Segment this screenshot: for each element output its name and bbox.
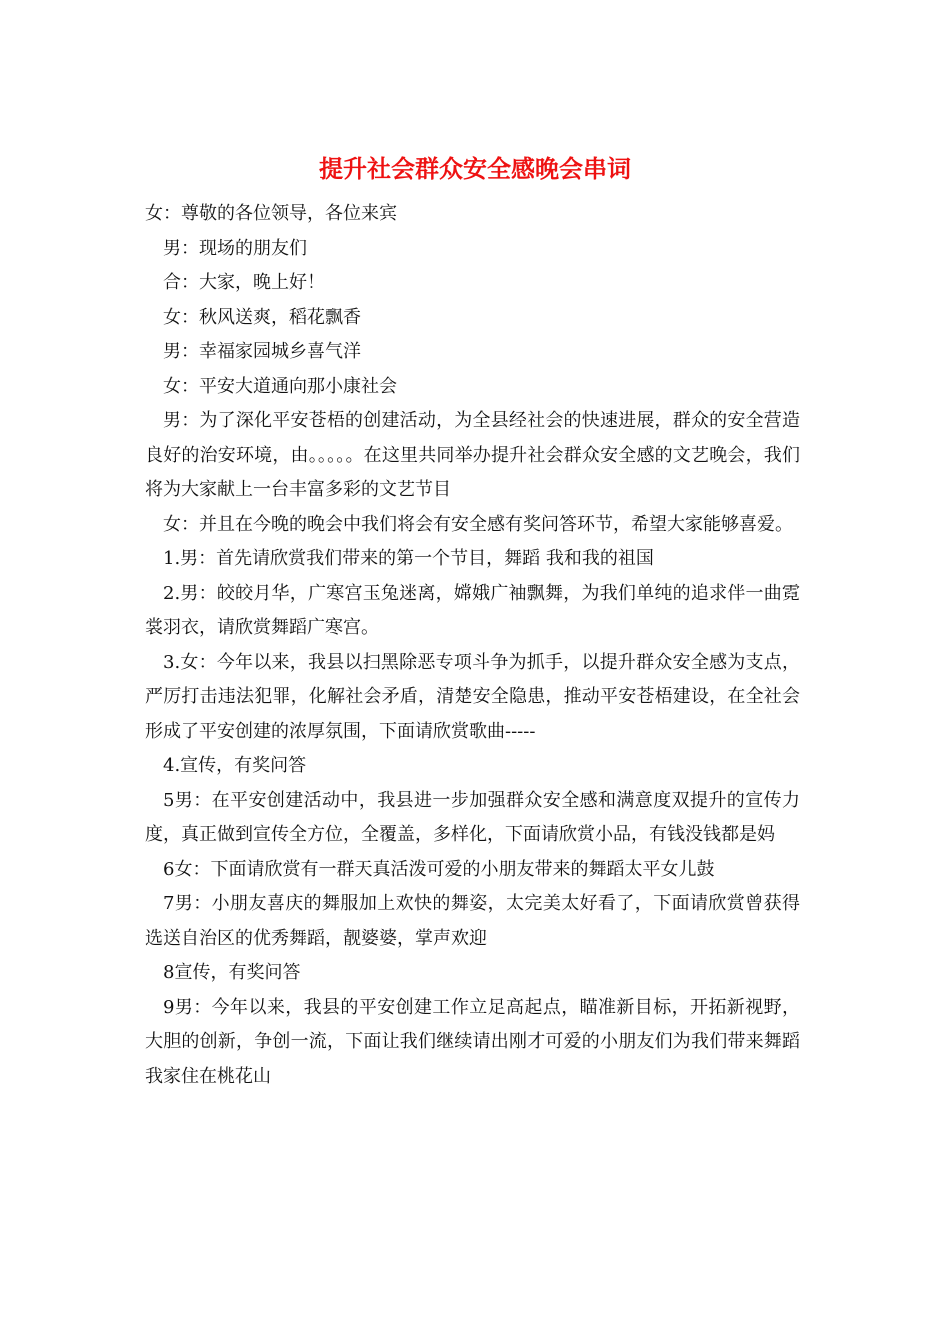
paragraph: 女：并且在今晚的晚会中我们将会有安全感有奖问答环节，希望大家能够喜爱。 — [163, 513, 793, 535]
paragraph: 6女：下面请欣赏有一群天真活泼可爱的小朋友带来的舞蹈太平女儿鼓 — [163, 858, 715, 880]
paragraph: 合：大家，晚上好！ — [163, 272, 325, 293]
paragraph: 3.女：今年以来，我县以扫黑除恶专项斗争为抓手，以提升群众安全感为支点，严厉打击违法犯罪，化解社会矛盾，清楚安全隐患，推动平安苍梧建设，在全社会形成了平安创建的浓厚氛围，下面请欣赏歌曲----- — [145, 651, 800, 742]
paragraph: 男：现场的朋友们 — [163, 237, 307, 259]
paragraph: 5男：在平安创建活动中，我县进一步加强群众安全感和满意度双提升的宣传力度，真正做到宣传全方位，全覆盖，多样化，下面请欣赏小品，有钱没钱都是妈 — [145, 789, 800, 845]
paragraph: 2.男：皎皎月华，广寒宫玉兔迷离，嫦娥广袖飘舞，为我们单纯的追求伴一曲霓裳羽衣，请欣赏舞蹈广寒宫。 — [145, 582, 800, 638]
paragraph: 女：平安大道通向那小康社会 — [163, 375, 397, 397]
paragraph: 男：幸福家园城乡喜气洋 — [163, 341, 361, 362]
paragraph: 9男：今年以来，我县的平安创建工作立足高起点，瞄准新目标，开拓新视野，大胆的创新，争创一流，下面让我们继续请出刚才可爱的小朋友们为我们带来舞蹈我家住在桃花山 — [145, 996, 800, 1087]
paragraph: 男：为了深化平安苍梧的创建活动，为全县经社会的快速进展，群众的安全营造良好的治安环境，由。。。。。在这里共同举办提升社会群众安全感的文艺晚会，我们将为大家献上一台丰富多彩的文艺节目 — [145, 410, 800, 500]
paragraph: 女：尊敬的各位领导，各位来宾 — [145, 203, 397, 224]
paragraph: 1.男：首先请欣赏我们带来的第一个节目，舞蹈 我和我的祖国 — [163, 548, 654, 569]
document-body — [145, 197, 800, 1094]
paragraph: 4.宣传，有奖问答 — [163, 755, 307, 776]
paragraph: 女：秋风送爽，稻花飘香 — [163, 306, 361, 328]
paragraph: 8宣传，有奖问答 — [163, 962, 301, 983]
paragraph: 7男：小朋友喜庆的舞服加上欢快的舞姿，太完美太好看了，下面请欣赏曾获得选送自治区的优秀舞蹈，靓婆婆，掌声欢迎 — [145, 893, 800, 949]
document-title: 提升社会群众安全感晚会串词 — [319, 154, 631, 183]
